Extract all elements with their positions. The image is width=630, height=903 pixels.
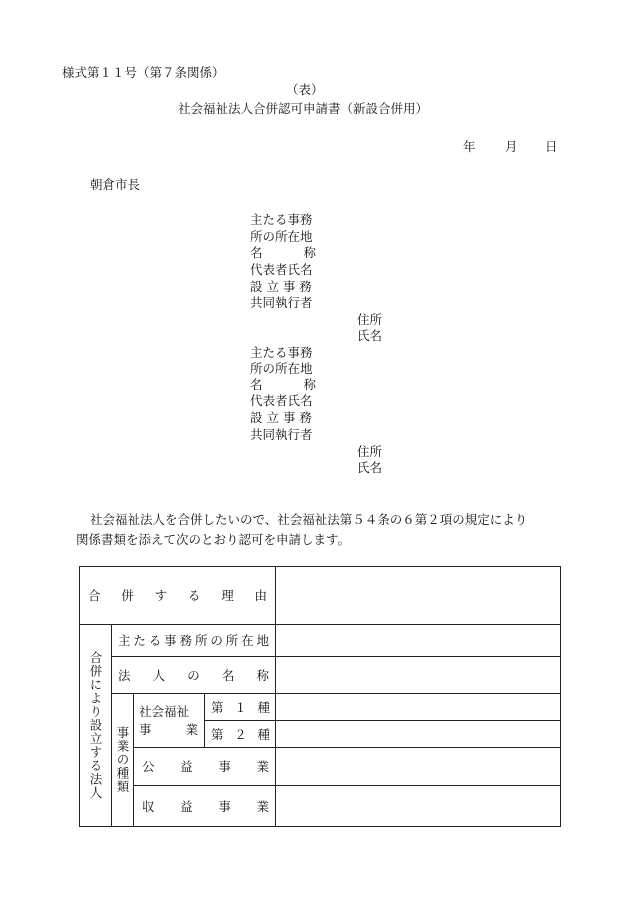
office-location-value[interactable] [276, 625, 561, 657]
establishment-label: 設 立 事 務 [250, 410, 312, 425]
name-label: 名 称 [250, 377, 316, 392]
body-text-line1: 社会福祉法人を合併したいので、社会福祉法第５４条の６第２項の規定により [90, 512, 528, 527]
date-year: 年 [463, 139, 476, 154]
type1-value[interactable] [276, 694, 561, 721]
table-row [80, 786, 561, 827]
reason-value[interactable] [276, 567, 561, 625]
public-business-label: 公 益 事 業 [134, 748, 276, 786]
office-label-2: 所の所在地 [250, 361, 313, 376]
date-month: 月 [505, 139, 518, 154]
representative-label: 代表者氏名 [250, 262, 313, 277]
address-label: 住所 [357, 444, 383, 459]
addressee: 朝倉市長 [90, 177, 141, 192]
corporation-name-value[interactable] [276, 657, 561, 694]
office-label-2: 所の所在地 [250, 229, 313, 244]
profit-business-value[interactable] [276, 786, 561, 827]
name-label: 名 称 [250, 245, 316, 260]
side-label: （表） [286, 82, 324, 97]
business-type-label: 事業の種類 [112, 694, 134, 827]
type2-value[interactable] [276, 721, 561, 748]
establishment-label: 設 立 事 務 [250, 279, 312, 294]
type1-label: 第 １ 種 [205, 694, 276, 721]
table-row [80, 694, 561, 721]
welfare-business-label: 社会福祉 事 業 [134, 694, 205, 748]
reason-label: 合 併 す る 理 由 [80, 567, 276, 625]
joint-executor-label: 共同執行者 [250, 427, 313, 442]
office-location-label: 主 た る 事 務 所 の 所 在 地 [112, 625, 276, 657]
table-row [80, 748, 561, 786]
form-number: 様式第１１号（第７条関係） [62, 65, 225, 80]
profit-business-label: 収 益 事 業 [134, 786, 276, 827]
person-name-label: 氏名 [357, 328, 383, 343]
date-day: 日 [545, 139, 558, 154]
representative-label: 代表者氏名 [250, 393, 313, 408]
table-row [80, 657, 561, 694]
table-row [80, 567, 561, 625]
group-label: 合併により設立する法人 [80, 625, 112, 827]
office-label: 主たる事務 [250, 212, 313, 227]
person-name-label: 氏名 [357, 460, 383, 475]
joint-executor-label: 共同執行者 [250, 295, 313, 310]
corporation-name-label: 法 人 の 名 称 [112, 657, 276, 694]
table-row [80, 625, 561, 657]
type2-label: 第 ２ 種 [205, 721, 276, 748]
document-title: 社会福祉法人合併認可申請書（新設合併用） [178, 101, 429, 116]
public-business-value[interactable] [276, 748, 561, 786]
office-label: 主たる事務 [250, 345, 313, 360]
body-text-line2: 関係書類を添えて次のとおり認可を申請します。 [76, 532, 351, 547]
address-label: 住所 [357, 312, 383, 327]
application-table [79, 566, 561, 827]
